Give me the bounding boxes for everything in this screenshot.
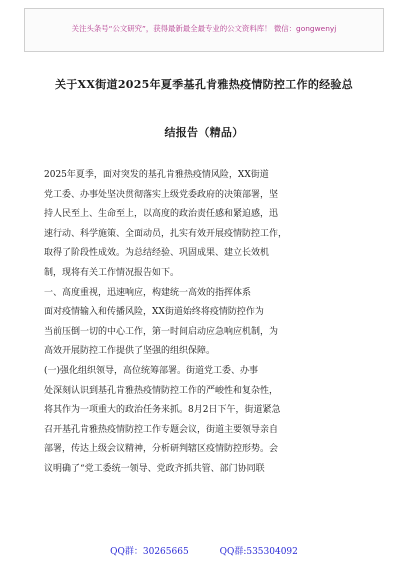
text-line: (一)强化组织领导，高位统筹部署。街道党工委、办事 <box>44 366 259 376</box>
text-line: 部署，传达上级会议精神，分析研判辖区疫情防控形势。会 <box>44 444 279 455</box>
section-heading-text: 一、高度重视，迅速响应，构建统一高效的指挥体系 <box>44 287 252 298</box>
section-1-body <box>44 303 370 362</box>
document-title-line-2: 结报告（精品） <box>164 126 244 139</box>
subsection-1-paragraph <box>44 362 370 480</box>
text-line: 2025年夏季，面对突发的基孔肯雅热疫情风险，XX街道 <box>44 170 269 180</box>
text-line: 面对疫情输入和传播风险，XX街道始终将疫情防控作为 <box>44 307 264 318</box>
text-line: 将其作为一项重大的政治任务来抓。8月2日下午，街道紧急 <box>44 405 281 416</box>
text-line: 处深刻认识到基孔肯雅热疫情防控工作的严峻性和复杂性， <box>44 385 279 396</box>
footer-contacts <box>0 544 408 557</box>
footer-qq-group-2: QQ群:535304092 <box>219 547 298 557</box>
text-line: 取得了阶段性成效。为总结经验、巩固成果、建立长效机 <box>44 248 270 259</box>
text-line: 速行动、科学施策、全面动员，扎实有效开展疫情防控工作， <box>44 228 288 239</box>
header-banner <box>24 8 384 52</box>
text-line: 当前压倒一切的中心工作，第一时间启动应急响应机制，为 <box>44 326 279 337</box>
banner-text: 关注头条号“公文研究”，获得最新最全最专业的公文资料库！ 微信：gongwenyj <box>71 24 337 33</box>
section-1-heading <box>44 284 370 304</box>
document-title-line-1: 关于XX街道2025年夏季基孔肯雅热疫情防控工作的经验总 <box>54 78 354 91</box>
footer-qq-group-1: QQ群：30265665 <box>110 547 189 557</box>
text-line: 制，现将有关工作情况报告如下。 <box>44 267 180 278</box>
text-line: 议明确了“党工委统一领导、党政齐抓共管、部门协同联 <box>44 463 265 474</box>
intro-paragraph <box>44 166 370 284</box>
text-line: 党工委、办事处坚决贯彻落实上级党委政府的决策部署，坚 <box>44 189 279 200</box>
text-line: 召开基孔肯雅热疫情防控工作专题会议，街道主要领导亲自 <box>44 424 279 435</box>
text-line: 高效开展防控工作提供了坚强的组织保障。 <box>44 346 216 357</box>
text-line: 持人民至上、生命至上，以高度的政治责任感和紧迫感，迅 <box>44 209 279 220</box>
